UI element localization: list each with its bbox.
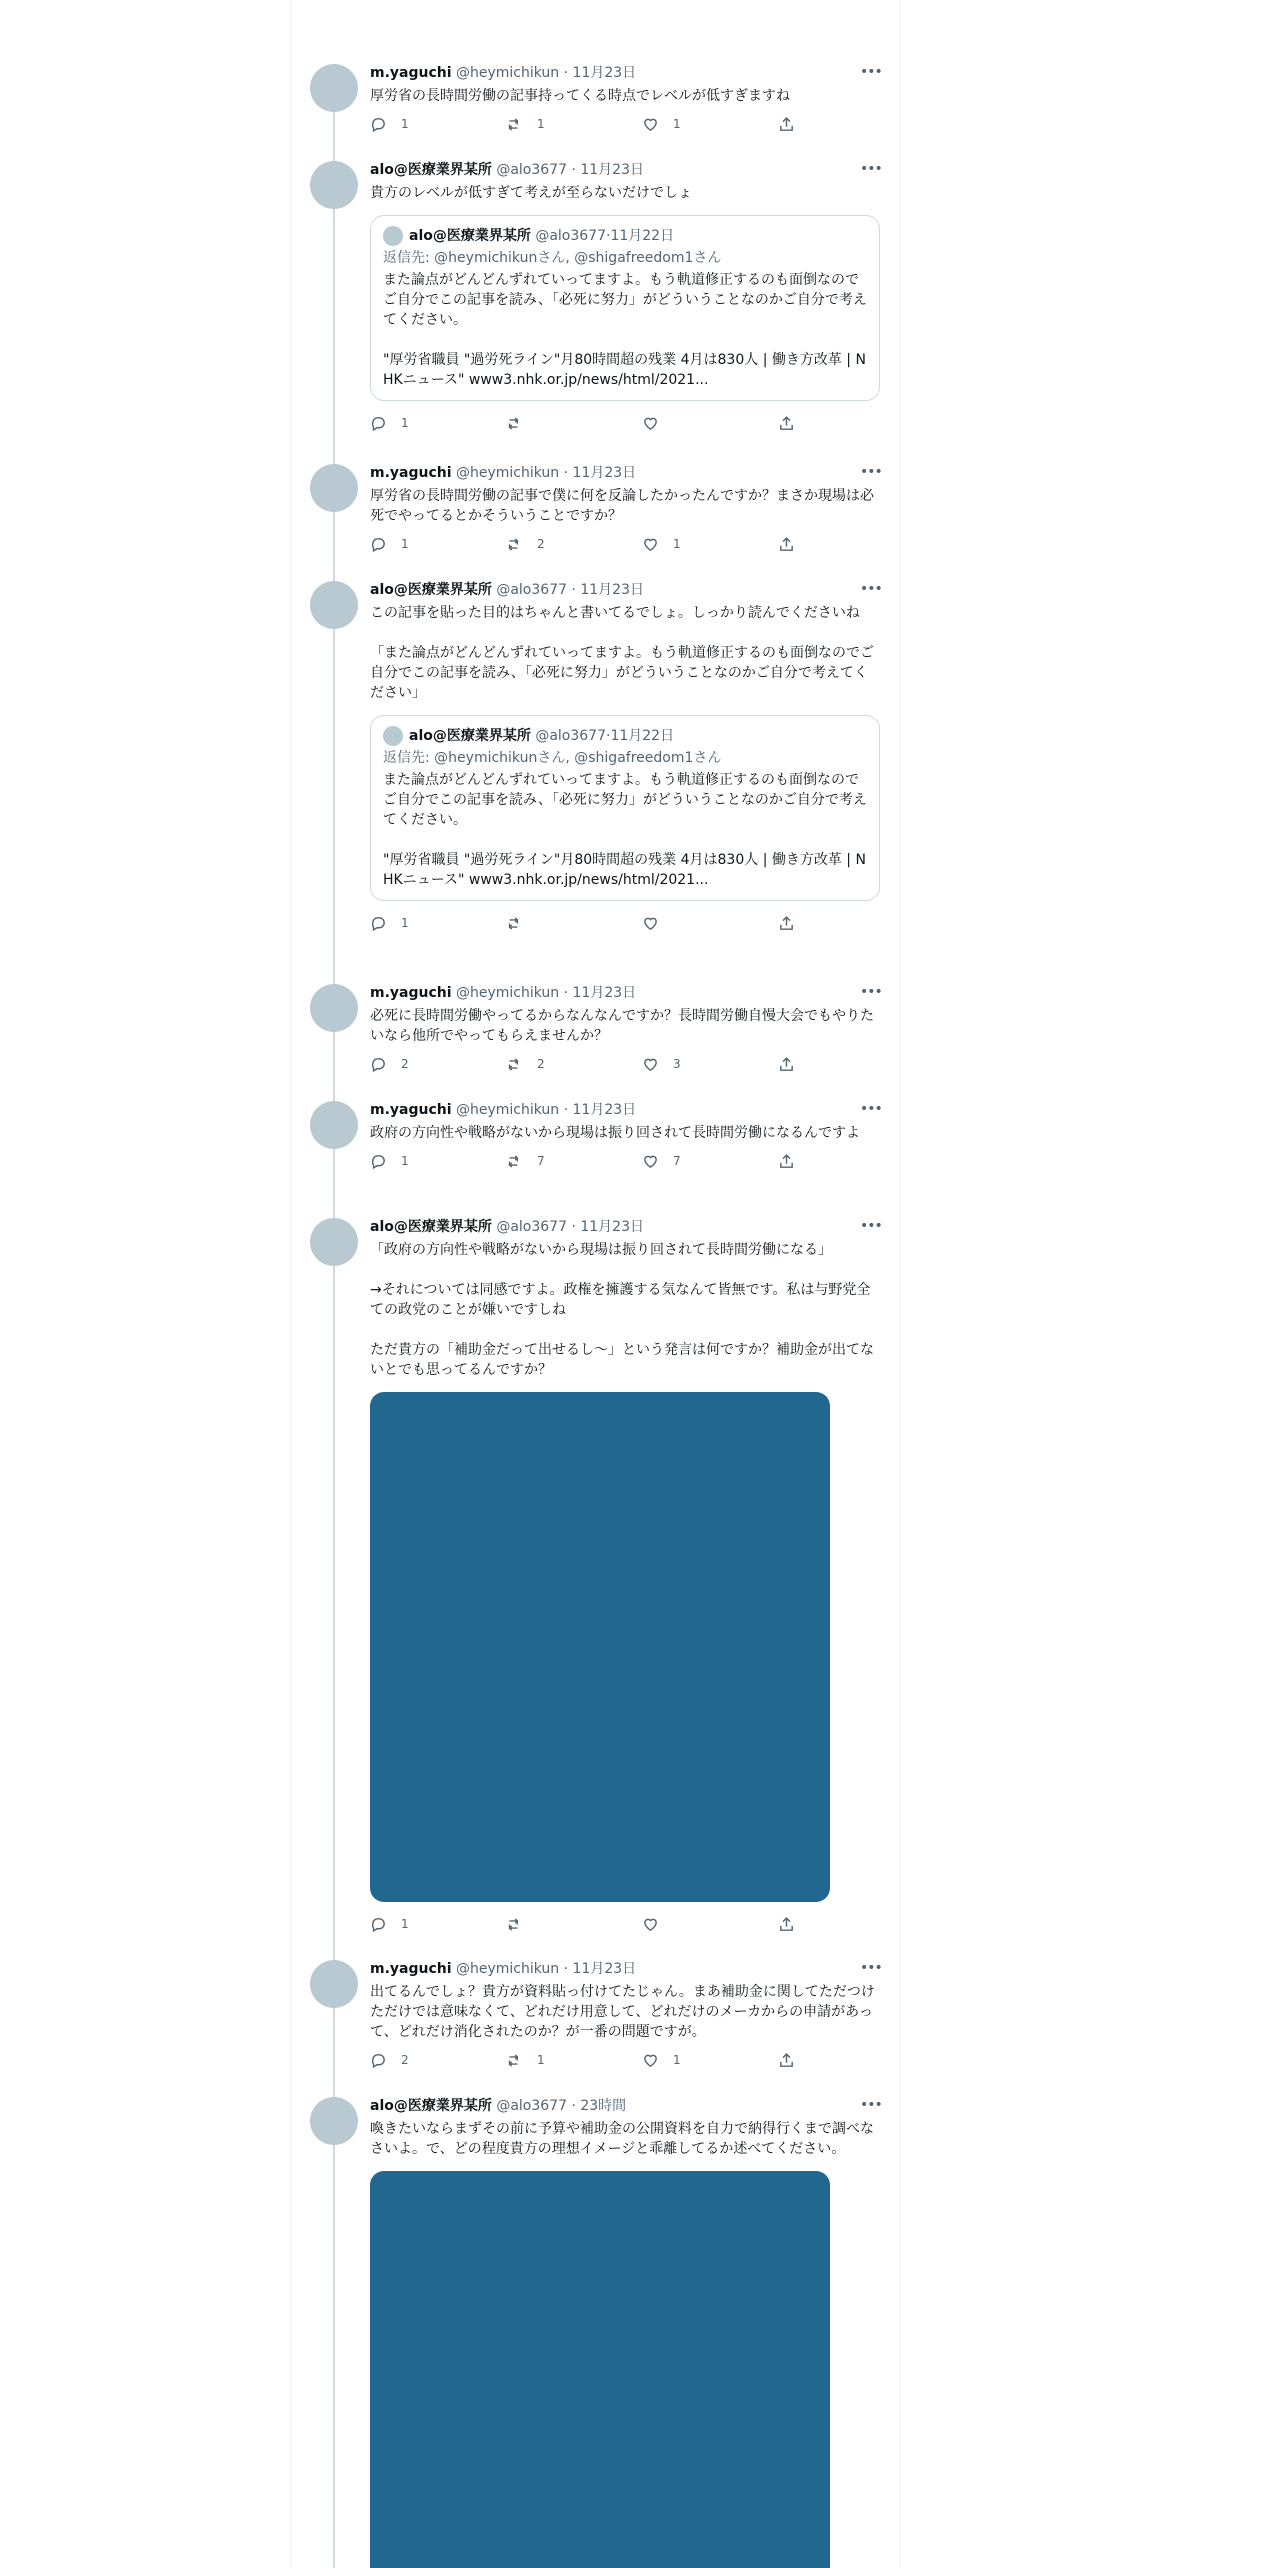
heart-icon	[642, 1916, 659, 1933]
share-icon	[778, 1916, 795, 1933]
tweet-actions	[370, 1914, 880, 1934]
tweet-text: 必死に長時間労働やってるからなんなんですか？長時間労働自慢大会でもやりたいなら他所でやってもらえませんか？	[370, 1008, 874, 1044]
tweet-time[interactable]: 11月23日	[572, 65, 637, 81]
author-name[interactable]: alo@医療業界某所	[370, 1219, 492, 1235]
author-name[interactable]: m.yaguchi	[370, 1102, 452, 1118]
reply-count: 1	[401, 1154, 409, 1168]
author-handle[interactable]: @alo3677	[496, 1219, 567, 1235]
tweet-time[interactable]: 23時間	[580, 2098, 627, 2114]
tweet-header	[370, 1218, 880, 1236]
retweet-button[interactable]	[506, 1151, 545, 1171]
author-name[interactable]: alo@医療業界某所	[370, 582, 492, 598]
tweet-header	[370, 984, 880, 1002]
like-button[interactable]	[642, 534, 681, 554]
reply-icon	[370, 2052, 387, 2069]
tweet[interactable]	[290, 464, 900, 564]
tweet-actions	[370, 534, 880, 554]
tweet-text: 出てるんでしょ？貴方が資料貼っ付けてたじゃん。まあ補助金に関してただつけただけでは意味なくて、どれだけ用意して、どれだけのメーカからの申請があって、どれだけ消化されたのか？が一番の問題ですが。	[370, 1984, 875, 2040]
author-handle[interactable]: @heymichikun	[456, 465, 560, 481]
tweet-text: 政府の方向性や戦略がないから現場は振り回されて長時間労働になるんですよ	[370, 1125, 860, 1141]
share-icon	[778, 116, 795, 133]
tweet-time[interactable]: 11月23日	[580, 162, 644, 178]
avatar[interactable]	[310, 984, 358, 1032]
retweet-count: 1	[537, 2053, 545, 2067]
separator-dot: ·	[606, 728, 611, 744]
tweet[interactable]	[290, 2097, 900, 2568]
author-handle[interactable]: @alo3677	[496, 582, 567, 598]
tweet[interactable]	[290, 984, 900, 1084]
tweet-actions	[370, 1054, 880, 1074]
author-name[interactable]: alo@医療業界某所	[370, 2098, 492, 2114]
more-options-icon[interactable]: •••	[860, 1960, 882, 1976]
retweet-button[interactable]	[506, 1054, 545, 1074]
share-button[interactable]	[778, 413, 809, 433]
reply-count: 1	[401, 416, 409, 430]
share-icon	[778, 1153, 795, 1170]
reply-to-label: 返信先: @heymichikunさん, @shigafreedom1さん	[383, 750, 722, 766]
tweet[interactable]	[290, 1218, 900, 1938]
quoted-tweet[interactable]	[370, 215, 880, 401]
tweet[interactable]	[290, 581, 900, 971]
heart-icon	[642, 2052, 659, 2069]
more-options-icon[interactable]: •••	[860, 464, 882, 480]
like-count: 1	[673, 2053, 681, 2067]
like-button[interactable]	[642, 1054, 681, 1074]
like-count: 3	[673, 1057, 681, 1071]
heart-icon	[642, 116, 659, 133]
tweet-header	[370, 1960, 880, 1978]
retweet-count: 2	[537, 537, 545, 551]
reply-button[interactable]	[370, 534, 409, 554]
retweet-button[interactable]	[506, 2050, 545, 2070]
tweet-actions	[370, 2050, 880, 2070]
tweet-text: この記事を貼った目的はちゃんと書いてるでしょ。しっかり読んでくださいね 「また論点がどんどんずれていってますよ。もう軌道修正するのも面倒なのでご自分でこの記事を読み、「必死に努力」がどういうことなのかご自分で考えてください」	[370, 605, 874, 701]
separator-dot: ·	[559, 65, 573, 81]
tweet-text: 厚労省の長時間労働の記事で僕に何を反論したかったんですか？まさか現場は必死でやってるとかそういうことですか？	[370, 488, 874, 524]
separator-dot: ·	[559, 1102, 573, 1118]
retweet-button[interactable]	[506, 114, 545, 134]
share-button[interactable]	[778, 1914, 809, 1934]
tweet-text: 厚労省の長時間労働の記事持ってくる時点でレベルが低すぎますね	[370, 88, 790, 104]
retweet-count: 1	[537, 117, 545, 131]
quoted-author-handle: @alo3677	[535, 228, 606, 244]
share-icon	[778, 536, 795, 553]
share-button[interactable]	[778, 534, 809, 554]
author-name[interactable]: m.yaguchi	[370, 465, 452, 481]
tweet-time[interactable]: 11月23日	[572, 465, 637, 481]
tweet-actions	[370, 1151, 880, 1171]
tweet[interactable]	[290, 1960, 900, 2080]
reply-count: 2	[401, 2053, 409, 2067]
author-handle[interactable]: @heymichikun	[456, 1961, 560, 1977]
reply-button[interactable]	[370, 413, 409, 433]
like-count: 1	[673, 537, 681, 551]
retweet-icon	[506, 915, 523, 932]
retweet-icon	[506, 1153, 523, 1170]
more-options-icon[interactable]: •••	[860, 984, 882, 1000]
heart-icon	[642, 1056, 659, 1073]
retweet-button[interactable]	[506, 1914, 537, 1934]
share-button[interactable]	[778, 2050, 809, 2070]
attached-image[interactable]	[370, 2171, 830, 2568]
retweet-count: 7	[537, 1154, 545, 1168]
avatar[interactable]	[310, 581, 358, 629]
tweet-header	[370, 161, 880, 179]
tweet[interactable]	[290, 161, 900, 441]
reply-button[interactable]	[370, 1914, 409, 1934]
retweet-icon	[506, 415, 523, 432]
author-name[interactable]: m.yaguchi	[370, 985, 452, 1001]
avatar[interactable]	[310, 161, 358, 209]
tweet-text: 貴方のレベルが低すぎて考えが至らないだけでしょ	[370, 185, 692, 201]
retweet-icon	[506, 1056, 523, 1073]
avatar[interactable]	[310, 1218, 358, 1266]
tweet-header	[370, 64, 880, 82]
tweet-header	[370, 1101, 880, 1119]
quoted-avatar	[383, 726, 403, 746]
tweet-text: 喚きたいならまずその前に予算や補助金の公開資料を自力で納得行くまで調べなさいよ。で、どの程度貴方の理想イメージと乖離してるか述べてください。	[370, 2121, 874, 2157]
tweet[interactable]	[290, 64, 900, 144]
heart-icon	[642, 1153, 659, 1170]
reply-count: 2	[401, 1057, 409, 1071]
share-button[interactable]	[778, 1151, 809, 1171]
tweet-text: 「政府の方向性や戦略がないから現場は振り回されて長時間労働になる」 →それについては同感ですよ。政権を擁護する気なんて皆無です。私は与野党全ての政党のことが嫌いですしね ただ貴方の「補助金だって出せるし〜」という発言は何ですか？補助金が出てないとでも思ってるんですか？	[370, 1242, 874, 1378]
avatar[interactable]	[310, 1960, 358, 2008]
reply-icon	[370, 1153, 387, 1170]
share-icon	[778, 1056, 795, 1073]
heart-icon	[642, 915, 659, 932]
reply-count: 1	[401, 117, 409, 131]
reply-count: 1	[401, 1917, 409, 1931]
attached-image[interactable]	[370, 1392, 830, 1902]
reply-icon	[370, 116, 387, 133]
separator-dot: ·	[559, 1961, 573, 1977]
reply-button[interactable]	[370, 1054, 409, 1074]
tweet-time[interactable]: 11月23日	[572, 985, 637, 1001]
avatar[interactable]	[310, 464, 358, 512]
tweet-time[interactable]: 11月23日	[572, 1102, 637, 1118]
avatar[interactable]	[310, 64, 358, 112]
share-button[interactable]	[778, 114, 809, 134]
quoted-tweet-header	[383, 226, 867, 246]
quoted-avatar	[383, 226, 403, 246]
tweet-time[interactable]: 11月23日	[580, 582, 644, 598]
more-options-icon[interactable]: •••	[860, 64, 882, 80]
tweet[interactable]	[290, 1101, 900, 1201]
tweet-actions	[370, 913, 880, 933]
quoted-author-name: alo@医療業界某所	[409, 228, 531, 244]
more-options-icon[interactable]: •••	[860, 1218, 882, 1234]
quoted-tweet-time: 11月22日	[610, 728, 675, 744]
author-name[interactable]: alo@医療業界某所	[370, 162, 492, 178]
more-options-icon[interactable]: •••	[860, 161, 882, 177]
quoted-tweet-header	[383, 726, 867, 746]
quoted-tweet[interactable]	[370, 715, 880, 901]
tweet-header	[370, 581, 880, 599]
like-button[interactable]	[642, 913, 673, 933]
reply-button[interactable]	[370, 913, 409, 933]
author-handle[interactable]: @heymichikun	[456, 1102, 560, 1118]
retweet-count: 2	[537, 1057, 545, 1071]
share-button[interactable]	[778, 1054, 809, 1074]
separator-dot: ·	[567, 1219, 581, 1235]
more-options-icon[interactable]: •••	[860, 1101, 882, 1117]
reply-to-label: 返信先: @heymichikunさん, @shigafreedom1さん	[383, 250, 722, 266]
retweet-icon	[506, 116, 523, 133]
tweet-time[interactable]: 11月23日	[580, 1219, 644, 1235]
like-button[interactable]	[642, 1914, 673, 1934]
share-icon	[778, 915, 795, 932]
reply-button[interactable]	[370, 2050, 409, 2070]
reply-count: 1	[401, 916, 409, 930]
quoted-author-name: alo@医療業界某所	[409, 728, 531, 744]
retweet-button[interactable]	[506, 413, 537, 433]
separator-dot: ·	[567, 2098, 581, 2114]
like-button[interactable]	[642, 413, 673, 433]
author-handle[interactable]: @alo3677	[496, 2098, 567, 2114]
share-icon	[778, 415, 795, 432]
reply-button[interactable]	[370, 114, 409, 134]
share-icon	[778, 2052, 795, 2069]
reply-icon	[370, 915, 387, 932]
quoted-tweet-text: また論点がどんどんずれていってますよ。もう軌道修正するのも面倒なのでご自分でこの記事を読み、「必死に努力」がどういうことなのかご自分で考えてください。 "厚労省職員 "過労死ライン"月80時間超の残業 4月は830人 | 働き方改革 | NHKニュース" www3.nhk.or.jp/news/html/2021...	[383, 772, 867, 888]
share-button[interactable]	[778, 913, 809, 933]
like-button[interactable]	[642, 2050, 681, 2070]
retweet-icon	[506, 536, 523, 553]
reply-icon	[370, 1056, 387, 1073]
reply-icon	[370, 536, 387, 553]
more-options-icon[interactable]: •••	[860, 2097, 882, 2113]
quoted-tweet-time: 11月22日	[610, 228, 675, 244]
separator-dot: ·	[567, 162, 581, 178]
avatar[interactable]	[310, 2097, 358, 2145]
reply-icon	[370, 415, 387, 432]
quoted-tweet-text: また論点がどんどんずれていってますよ。もう軌道修正するのも面倒なのでご自分でこの記事を読み、「必死に努力」がどういうことなのかご自分で考えてください。 "厚労省職員 "過労死ライン"月80時間超の残業 4月は830人 | 働き方改革 | NHKニュース" www3.nhk.or.jp/news/html/2021...	[383, 272, 867, 388]
retweet-button[interactable]	[506, 534, 545, 554]
quoted-author-handle: @alo3677	[535, 728, 606, 744]
heart-icon	[642, 415, 659, 432]
author-handle[interactable]: @heymichikun	[456, 985, 560, 1001]
reply-icon	[370, 1916, 387, 1933]
tweet-header	[370, 464, 880, 482]
separator-dot: ·	[606, 228, 611, 244]
author-handle[interactable]: @alo3677	[496, 162, 567, 178]
separator-dot: ·	[559, 985, 573, 1001]
more-options-icon[interactable]: •••	[860, 581, 882, 597]
like-button[interactable]	[642, 114, 681, 134]
author-handle[interactable]: @heymichikun	[456, 65, 560, 81]
tweet-header	[370, 2097, 880, 2115]
like-button[interactable]	[642, 1151, 681, 1171]
retweet-icon	[506, 1916, 523, 1933]
reply-count: 1	[401, 537, 409, 551]
tweet-time[interactable]: 11月23日	[572, 1961, 637, 1977]
like-count: 7	[673, 1154, 681, 1168]
separator-dot: ·	[559, 465, 573, 481]
like-count: 1	[673, 117, 681, 131]
author-name[interactable]: m.yaguchi	[370, 65, 452, 81]
tweet-actions	[370, 114, 880, 134]
retweet-button[interactable]	[506, 913, 537, 933]
heart-icon	[642, 536, 659, 553]
separator-dot: ·	[567, 582, 581, 598]
retweet-icon	[506, 2052, 523, 2069]
avatar[interactable]	[310, 1101, 358, 1149]
author-name[interactable]: m.yaguchi	[370, 1961, 452, 1977]
reply-button[interactable]	[370, 1151, 409, 1171]
tweet-actions	[370, 413, 880, 433]
